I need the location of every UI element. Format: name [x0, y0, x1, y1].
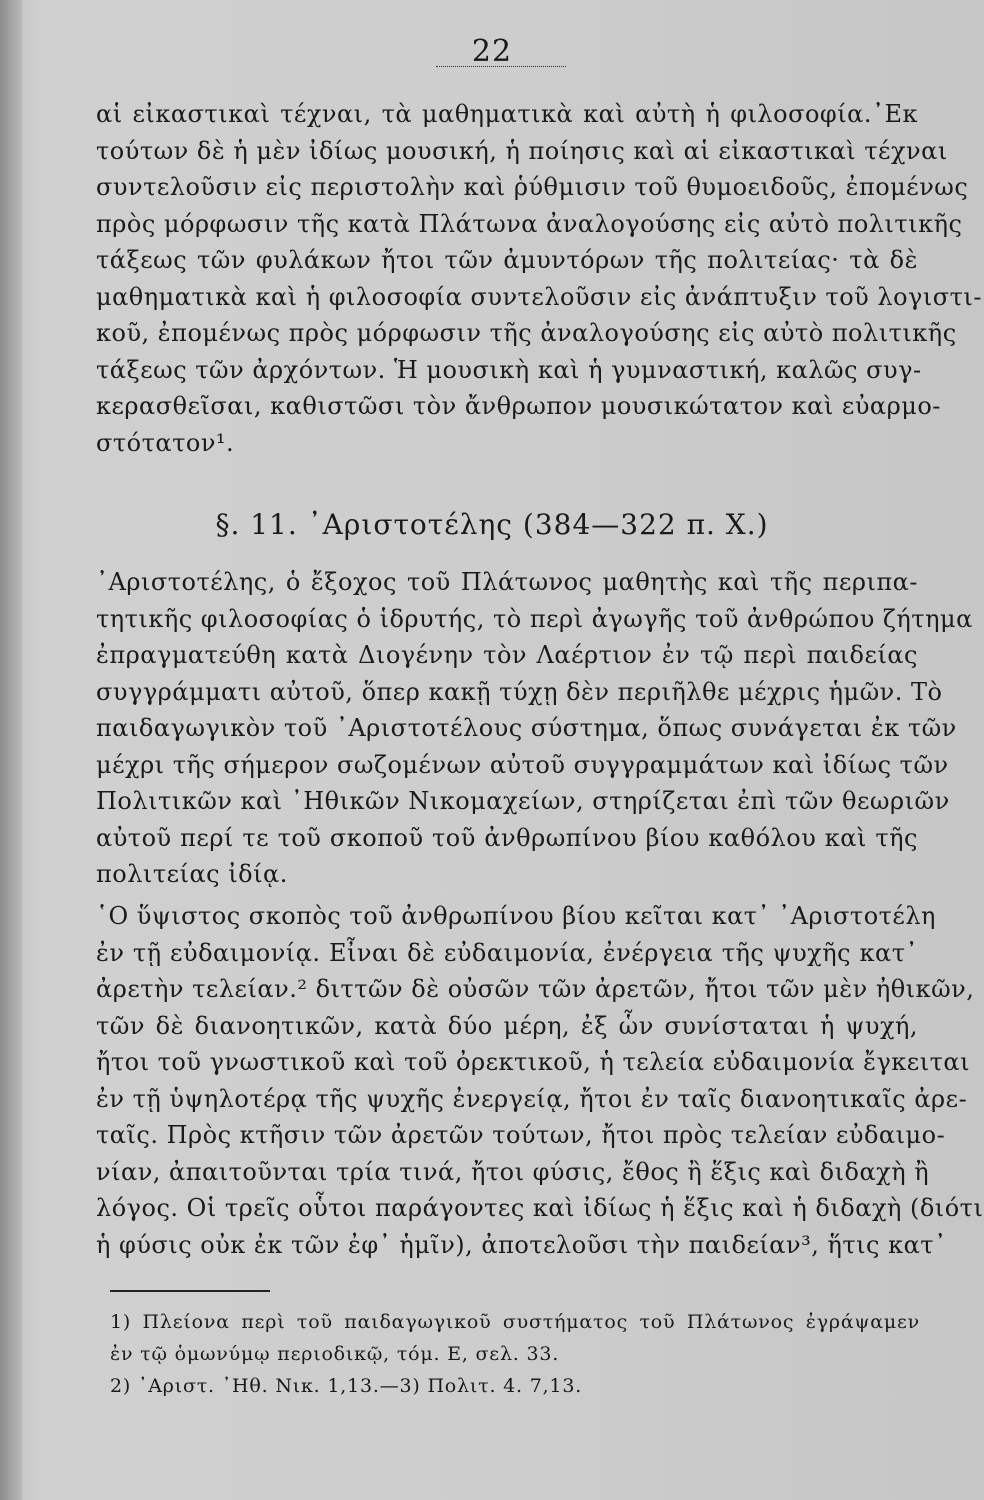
footnote-line: 2) ᾽Αριστ. ᾽Ηθ. Νικ. 1,13.—3) Πολιτ. 4. 7,13. — [110, 1375, 583, 1397]
text-line: στότατον¹. — [96, 428, 235, 457]
text-line: ἀρετὴν τελείαν.² διττῶν δὲ οὐσῶν τῶν ἀρετῶν, ἤτοι τῶν μὲν ἠθικῶν, — [96, 975, 975, 1003]
paragraph-aristotle-intro — [96, 564, 973, 893]
page-number: 22 — [471, 34, 513, 69]
text-line: νίαν, ἀπαιτοῦνται τρία τινά, ἤτοι φύσις, ἔθος ἢ ἕξις καὶ διδαχὴ ἢ — [96, 1157, 930, 1186]
text-line: τητικῆς φιλοσοφίας ὁ ἱδρυτής, τὸ περὶ ἀγωγῆς τοῦ ἀνθρώπου ζήτημα — [96, 604, 973, 633]
text-line: συγγράμματι αὐτοῦ, ὅπερ κακῇ τύχῃ δὲν περιῆλθε μέχρις ἡμῶν. Τὸ — [96, 677, 943, 706]
section-heading: §. 11. ᾽Αριστοτέλης (384—322 π. Χ.) — [215, 508, 769, 541]
footnote-line: ἐν τῷ ὁμωνύμῳ περιοδικῷ, τόμ. Ε, σελ. 33. — [110, 1343, 560, 1365]
text-line: τάξεως τῶν φυλάκων ἤτοι τῶν ἀμυντόρων τῆς πολιτείας· τὰ δὲ — [96, 246, 918, 274]
text-line: παιδαγωγικὸν τοῦ ᾽Αριστοτέλους σύστημα, ὅπως συνάγεται ἐκ τῶν — [96, 714, 957, 742]
text-line: λόγος. Οἱ τρεῖς οὗτοι παράγοντες καὶ ἰδίως ἡ ἕξις καὶ ἡ διδαχὴ (διότι — [96, 1194, 984, 1222]
paragraph-eudaimonia — [96, 898, 984, 1263]
text-line: Πολιτικῶν καὶ ᾽Ηθικῶν Νικομαχείων, στηρίζεται ἐπὶ τῶν θεωριῶν — [96, 787, 950, 815]
text-line: μαθηματικὰ καὶ ἡ φιλοσοφία συντελοῦσιν εἰς ἀνάπτυξιν τοῦ λογιστι- — [96, 282, 982, 311]
text-line: ᾽Αριστοτέλης, ὁ ἔξοχος τοῦ Πλάτωνος μαθητὴς καὶ τῆς περιπα- — [96, 568, 918, 596]
footnote-rule — [110, 1290, 270, 1292]
text-line: αὐτοῦ περί τε τοῦ σκοποῦ τοῦ ἀνθρωπίνου βίου καθόλου καὶ τῆς — [96, 823, 918, 852]
text-line: ἡ φύσις οὐκ ἐκ τῶν ἐφ᾽ ἡμῖν), ἀποτελοῦσι τὴν παιδείαν³, ἥτις κατ᾽ — [96, 1230, 947, 1259]
text-line: ῾Ο ὕψιστος σκοπὸς τοῦ ἀνθρωπίνου βίου κεῖται κατ᾽ ᾽Αριστοτέλη — [96, 902, 936, 930]
text-line: ἐπραγματεύθη κατὰ Διογένην τὸν Λαέρτιον ἐν τῷ περὶ παιδείας — [96, 641, 918, 669]
text-line: κερασθεῖσαι, καθιστῶσι τὸν ἄνθρωπον μουσικώτατον καὶ εὐαρμο- — [96, 392, 941, 420]
text-line: ἐν τῇ ὑψηλοτέρᾳ τῆς ψυχῆς ἐνεργείᾳ, ἤτοι ἐν ταῖς διανοητικαῖς ἀρε- — [96, 1084, 968, 1113]
header-dotted-rule — [436, 66, 566, 67]
text-line: ταῖς. Πρὸς κτῆσιν τῶν ἀρετῶν τούτων, ἤτοι πρὸς τελείαν εὐδαιμο- — [96, 1121, 946, 1149]
text-line: μέχρι τῆς σήμερον σωζομένων αὐτοῦ συγγραμμάτων καὶ ἰδίως τῶν — [96, 750, 949, 779]
text-line: πρὸς μόρφωσιν τῆς κατὰ Πλάτωνα ἀναλογούσης εἰς αὐτὸ πολιτικῆς — [96, 209, 963, 238]
text-line: ἐν τῇ εὐδαιμονίᾳ. Εἶναι δὲ εὐδαιμονία, ἐνέργεια τῆς ψυχῆς κατ᾽ — [96, 938, 918, 967]
paragraph-plato-arts — [96, 96, 982, 461]
footnotes — [110, 1306, 920, 1402]
text-line: τάξεως τῶν ἀρχόντων. Ἡ μουσικὴ καὶ ἡ γυμναστική, καλῶς συγ- — [96, 355, 922, 384]
text-line: τούτων δὲ ἡ μὲν ἰδίως μουσική, ἡ ποίησις καὶ αἱ εἰκαστικαὶ τέχναι — [96, 136, 948, 165]
text-line: κοῦ, ἐπομένως πρὸς μόρφωσιν τῆς ἀναλογούσης εἰς αὐτὸ πολιτικῆς — [96, 319, 957, 347]
text-line: τῶν δὲ διανοητικῶν, κατὰ δύο μέρη, ἐξ ὧν συνίσταται ἡ ψυχή, — [96, 1011, 918, 1040]
footnote-line: 1) Πλείονα περὶ τοῦ παιδαγωγικοῦ συστήματος τοῦ Πλάτωνος ἐγράψαμεν — [110, 1311, 920, 1333]
text-line: συντελοῦσιν εἰς περιστολὴν καὶ ῥύθμισιν τοῦ θυμοειδοῦς, ἐπομένως — [96, 173, 969, 201]
text-line: πολιτείας ἰδίᾳ. — [96, 860, 288, 888]
text-line: ἤτοι τοῦ γνωστικοῦ καὶ τοῦ ὀρεκτικοῦ, ἡ τελεία εὐδαιμονία ἔγκειται — [96, 1048, 971, 1076]
text-line: αἱ εἰκαστικαὶ τέχναι, τὰ μαθηματικὰ καὶ αὐτὴ ἡ φιλοσοφία.᾽Εκ — [96, 100, 918, 128]
